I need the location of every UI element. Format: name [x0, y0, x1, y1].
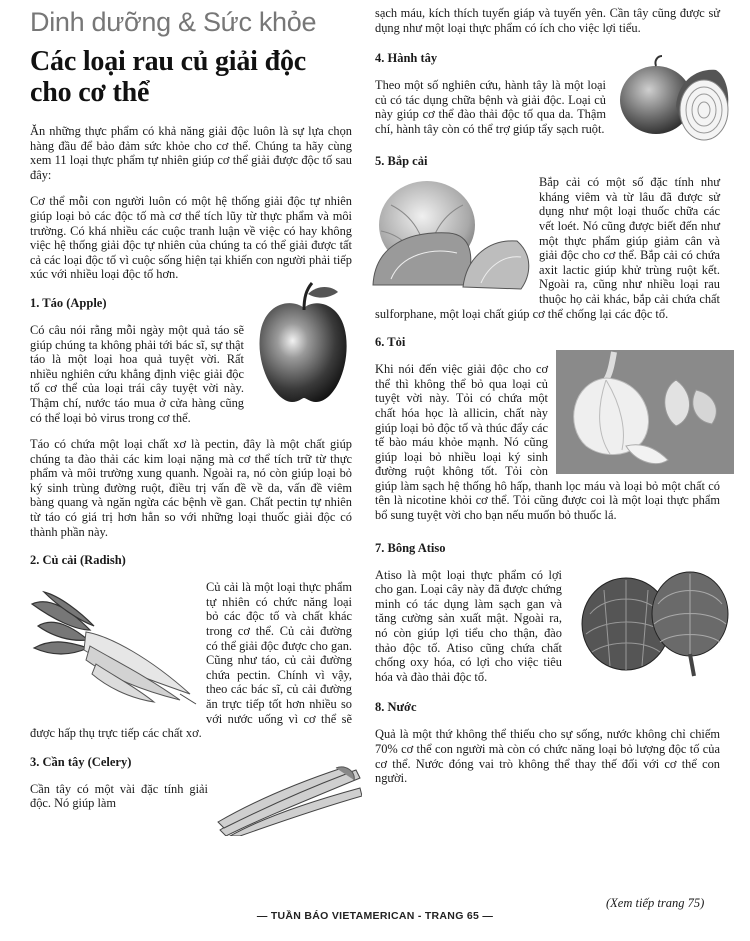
celery-text-continued: sạch máu, kích thích tuyến giáp và tuyến yên. Cần tây cũng được sử dụng như một loại thực phẩm có ích cho việc lợi tiểu.	[375, 6, 720, 35]
artichoke-section	[375, 541, 720, 701]
apple-section	[30, 296, 352, 539]
cabbage-image	[371, 175, 533, 293]
water-text: Quả là một thứ không thể thiếu cho sự sống, nước không chỉ chiếm 70% cơ thể con người mà còn có chức năng loại bỏ lượng độc tố của cơ thể. Nước đóng vai trò không thể thay thế đối với cơ thể con người.	[375, 727, 720, 786]
left-column	[30, 6, 352, 840]
artichoke-text: Atiso là một loại thực phẩm có lợi cho gan. Loại cây này đã được chứng minh có tác dụng làm sạch gan và tăng cường sản xuất mật. Ngoài ra, nó còn giúp lợi tiểu cho thận, đào thảo độc tố. Atiso cũng chứa chất chống oxy hóa, có lợi cho việc tiêu hóa và đào thải độc tố.	[375, 567, 562, 684]
continued-note: (Xem tiếp trang 75)	[606, 896, 705, 910]
heading-radish: 2. Củ cải (Radish)	[30, 553, 126, 568]
apple-text-2: Táo có chứa một loại chất xơ là pectin, đây là một chất giúp chúng ta đào thải các kim loại nặng mà cơ thể tích trữ từ thực phẩm và môi trường xung quanh. Ngoài ra, nó còn giúp loại bỏ ký sinh trùng đường ruột, điều trị vấn đề về da, vấn đề viêm bàng quang và ngăn ngừa các bệnh về gan. Chất pectin tự nhiên từ táo có giá trị hơn hẳn so với những loại thuốc giải độc có thành phần này.	[30, 437, 352, 539]
celery-image	[216, 766, 362, 836]
water-section	[375, 700, 720, 785]
heading-water: 8. Nước	[375, 700, 417, 715]
artichoke-image	[570, 554, 732, 678]
garlic-text: Khi nói đến việc giải độc cho cơ thể thì không thể bỏ qua loại củ tuyệt vời này. Tỏi có chứa một chất hóa học là allicin, chất này giúp loại bỏ độc tố và thúc đẩy các tế bào máu khỏe mạnh. Nó cũng giúp loại bỏ nhiều loại ký sinh đường ruột không tốt. Tỏi còn giúp làm sạch hệ thống hô hấp, thanh lọc máu và loại bỏ một chất có tên là nicotine khỏi cơ thể. Tỏi cũng được coi là một loại thực phẩm bổ sung tuyệt vời cho bạn nếu muốn bỏ thuốc lá.	[375, 362, 720, 523]
apple-text-1: Có câu nói rằng mỗi ngày một quả táo sẽ giúp chúng ta không phải tới bác sĩ, sự thật táo là một loại hoa quả tuyệt vời. Rất nhiều nghiên cứu khẳng định việc giải độc tố cơ thể của loại trái cây tuyệt vời này. Thậm chí, nước táo mua ở cửa hàng cũng có thể loại bỏ virus trong cơ thể.	[30, 322, 244, 425]
radish-image	[30, 590, 198, 708]
onion-section	[375, 51, 720, 154]
cabbage-section	[375, 154, 720, 335]
right-column	[375, 6, 720, 786]
apple-image	[252, 280, 352, 408]
heading-cabbage: 5. Bắp cải	[375, 154, 428, 169]
heading-garlic: 6. Tỏi	[375, 335, 406, 350]
radish-section	[30, 553, 352, 755]
article-title: Các loại rau củ giải độc cho cơ thể	[30, 46, 306, 108]
section-label: Dinh dưỡng & Sức khỏe	[30, 7, 317, 37]
heading-celery: 3. Cần tây (Celery)	[30, 754, 132, 769]
cabbage-text: Bắp cải có một số đặc tính như kháng viêm và từ lâu đã được sử dụng như một loại thuốc chữa các vết loét. Nó cũng được biết đến như một thực phẩm giúp giảm cân và giải độc cho cơ thể. Bắp cải có chứa axit lactic giúp khử trùng ruột kết. Ngoài ra, cũng như nhiều loại rau thuộc họ cải khác, bắp cải chứa chất sulforphane, một loại chất giúp cơ thể chống lại các độc tố.	[375, 175, 720, 321]
garlic-image	[556, 350, 734, 474]
onion-image	[614, 54, 734, 150]
page-footer: — TUẦN BÁO VIETAMERICAN - TRANG 65 —	[256, 910, 494, 922]
onion-text: Theo một số nghiên cứu, hành tây là một loại củ có tác dụng chữa bệnh và giải độc. Loại củ này giúp cơ thể đào thải độc tố qua da. Thậm chí, hành tây còn có thể trợ giúp tẩy sạch ruột.	[375, 78, 606, 136]
celery-section	[30, 755, 352, 811]
intro-paragraph-2: Cơ thể mỗi con người luôn có một hệ thống giải độc tự nhiên giúp loại bỏ các độc tố mà cơ thể tích lũy từ thực phẩm và môi trường. Có khá nhiều các cuộc tranh luận về việc có hay không việc hệ thống giải độc tự nhiên của chúng ta có thể giải được tất cả các loại độc tố vì cuộc sống hiện tại khiến con người phải tiếp xúc với nhiều loại độc tố hơn.	[30, 194, 352, 282]
radish-text: Củ cải là một loại thực phẩm tự nhiên có chức năng loại bỏ các độc tố và chất khác trong cơ thể. Củ cải đường có thể giải độc được cho gan. Cũng như táo, củ cải đường chứa pectin. Chính vì vậy, theo các bác sĩ, củ cải đường ăn trực tiếp tốt hơn nhiều so với nước uống vì cơ thể sẽ được hấp thụ trực tiếp các chất xơ.	[30, 580, 352, 741]
celery-text: Cần tây có một vài đặc tính giải độc. Nó giúp làm	[30, 781, 208, 811]
intro-paragraph-1: Ăn những thực phẩm có khả năng giải độc luôn là sự lựa chọn hàng đầu để bảo đảm sức khỏe cho cơ thể. Chúng ta hãy cùng xem 11 loại thực phẩm tự nhiên giúp cơ thể giải được độc tố sau đây:	[30, 124, 352, 182]
heading-artichoke: 7. Bông Atiso	[375, 540, 446, 555]
heading-onion: 4. Hành tây	[375, 51, 438, 66]
heading-apple: 1. Táo (Apple)	[30, 295, 107, 310]
garlic-section	[375, 335, 720, 541]
